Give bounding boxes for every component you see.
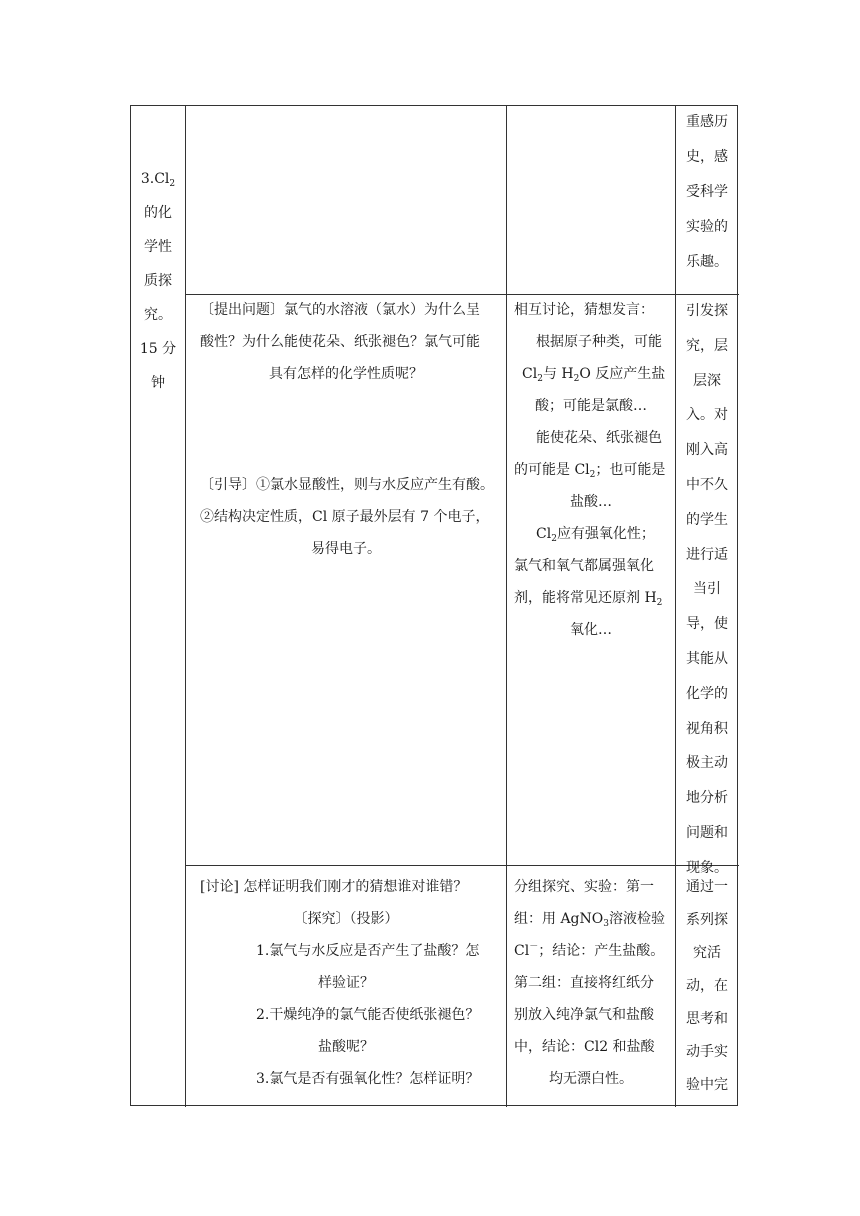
section-label-line: 钟 bbox=[151, 375, 165, 391]
purpose-line: 层深 bbox=[693, 372, 721, 389]
purpose-line: 现象。 bbox=[686, 859, 728, 876]
student-text: 剂，能将常见还原剂 $H_2$ bbox=[514, 590, 663, 608]
purpose-line: 系列探 bbox=[686, 912, 728, 928]
student-text: 能使花朵、纸张褪色 bbox=[536, 430, 662, 446]
row-divider bbox=[186, 865, 739, 866]
student-text: 相互讨论，猜想发言： bbox=[514, 302, 654, 318]
purpose-line: 动，在 bbox=[686, 978, 728, 994]
student-text: 氧化… bbox=[570, 622, 612, 638]
guide-text: 易得电子。 bbox=[311, 541, 381, 557]
explore-question: 2.干燥纯净的氯气能否使纸张褪色？ bbox=[256, 1007, 480, 1023]
student-text: 的可能是 $Cl_2$；也可能是 bbox=[514, 462, 666, 480]
purpose-line: 史，感 bbox=[686, 149, 728, 165]
purpose-line: 验中完 bbox=[686, 1077, 728, 1093]
purpose-line: 乐趣。 bbox=[686, 254, 728, 270]
purpose-line: 动手实 bbox=[686, 1044, 728, 1060]
section-label-line: 的化 bbox=[144, 205, 172, 221]
section-label-line: 究。 bbox=[144, 307, 172, 323]
purpose-line: 地分析 bbox=[686, 790, 728, 807]
purpose-line: 中不久 bbox=[686, 476, 728, 493]
section-label-line: 质探 bbox=[144, 273, 172, 289]
explore-question: 3.氯气是否有强氧化性？怎样证明？ bbox=[256, 1071, 480, 1087]
question-text: 酸性？为什么能使花朵、纸张褪色？氯气可能 bbox=[200, 334, 480, 350]
row2-purpose-cell bbox=[676, 294, 738, 886]
student-text: 酸；可能是氯酸… bbox=[535, 398, 647, 414]
explore-heading: 〔探究〕（投影） bbox=[293, 911, 399, 927]
guide-text: 〔引导〕①氯水显酸性，则与水反应产生有酸。 bbox=[200, 477, 494, 493]
row2-student-cell bbox=[508, 294, 674, 646]
row3-purpose-cell bbox=[676, 871, 738, 1102]
purpose-line: 当引 bbox=[693, 581, 721, 598]
purpose-line: 视角积 bbox=[686, 720, 728, 737]
purpose-line: 极主动 bbox=[686, 755, 728, 772]
student-text: 盐酸… bbox=[570, 494, 612, 510]
experiment-text: 中，结论：Cl2 和盐酸 bbox=[514, 1039, 655, 1055]
experiment-text: 均无漂白性。 bbox=[549, 1071, 633, 1087]
row3-student-cell bbox=[508, 871, 674, 1095]
purpose-line: 进行适 bbox=[686, 546, 728, 563]
purpose-line: 通过一 bbox=[686, 879, 728, 895]
section-label-line: $3.Cl_2$ bbox=[140, 171, 176, 189]
question-text: 具有怎样的化学性质呢？ bbox=[269, 366, 423, 382]
question-text: 〔提出问题〕氯气的水溶液（氯水）为什么呈 bbox=[200, 302, 480, 318]
discussion-text: [讨论] 怎样证明我们刚才的猜想谁对谁错？ bbox=[200, 879, 468, 895]
section-label-cell bbox=[131, 162, 185, 400]
purpose-line: 实验的 bbox=[686, 219, 728, 235]
explore-question: 1.氯气与水反应是否产生了盐酸？怎 bbox=[256, 943, 480, 959]
student-text: $Cl_2$与 $H_2O$ 反应产生盐 bbox=[522, 366, 666, 384]
row2-teacher-cell bbox=[186, 294, 506, 390]
purpose-line: 刚入高 bbox=[686, 442, 728, 459]
purpose-line: 受科学 bbox=[686, 184, 728, 200]
explore-question: 盐酸呢？ bbox=[318, 1039, 374, 1055]
section-label-line: 15 分 bbox=[139, 341, 177, 357]
experiment-text: 别放入纯净氯气和盐酸 bbox=[514, 1007, 654, 1023]
purpose-line: 其能从 bbox=[686, 650, 728, 667]
purpose-line: 引发探 bbox=[686, 303, 728, 319]
student-text: 氯气和氧气都属强氧化 bbox=[514, 558, 654, 574]
purpose-line: 思考和 bbox=[686, 1011, 728, 1027]
purpose-line: 究，层 bbox=[686, 337, 728, 354]
experiment-text: 组：用 AgNO$_3$溶液检验 bbox=[514, 911, 665, 929]
purpose-line: 重感历 bbox=[686, 114, 728, 130]
row2-guide-cell bbox=[186, 469, 506, 565]
row1-purpose-cell bbox=[676, 105, 738, 280]
row3-teacher-cell bbox=[186, 871, 506, 1095]
section-label-line: 学性 bbox=[144, 239, 172, 255]
experiment-text: 分组探究、实验：第一 bbox=[514, 879, 654, 895]
purpose-line: 究活 bbox=[693, 945, 721, 961]
student-text: $Cl_2$应有强氧化性； bbox=[536, 526, 655, 544]
column-divider bbox=[506, 106, 507, 1107]
explore-question: 样验证？ bbox=[318, 975, 374, 991]
purpose-line: 入。对 bbox=[686, 407, 728, 424]
experiment-text: 第二组：直接将红纸分 bbox=[514, 975, 654, 991]
purpose-line: 问题和 bbox=[686, 824, 728, 841]
purpose-line: 化学的 bbox=[686, 685, 728, 702]
guide-text: ②结构决定性质，Cl 原子最外层有 7 个电子， bbox=[200, 509, 490, 525]
student-text: 根据原子种类，可能 bbox=[536, 334, 662, 350]
purpose-line: 的学生 bbox=[686, 511, 728, 528]
experiment-text: Cl－；结论：产生盐酸。 bbox=[514, 942, 665, 959]
purpose-line: 导，使 bbox=[686, 616, 728, 633]
